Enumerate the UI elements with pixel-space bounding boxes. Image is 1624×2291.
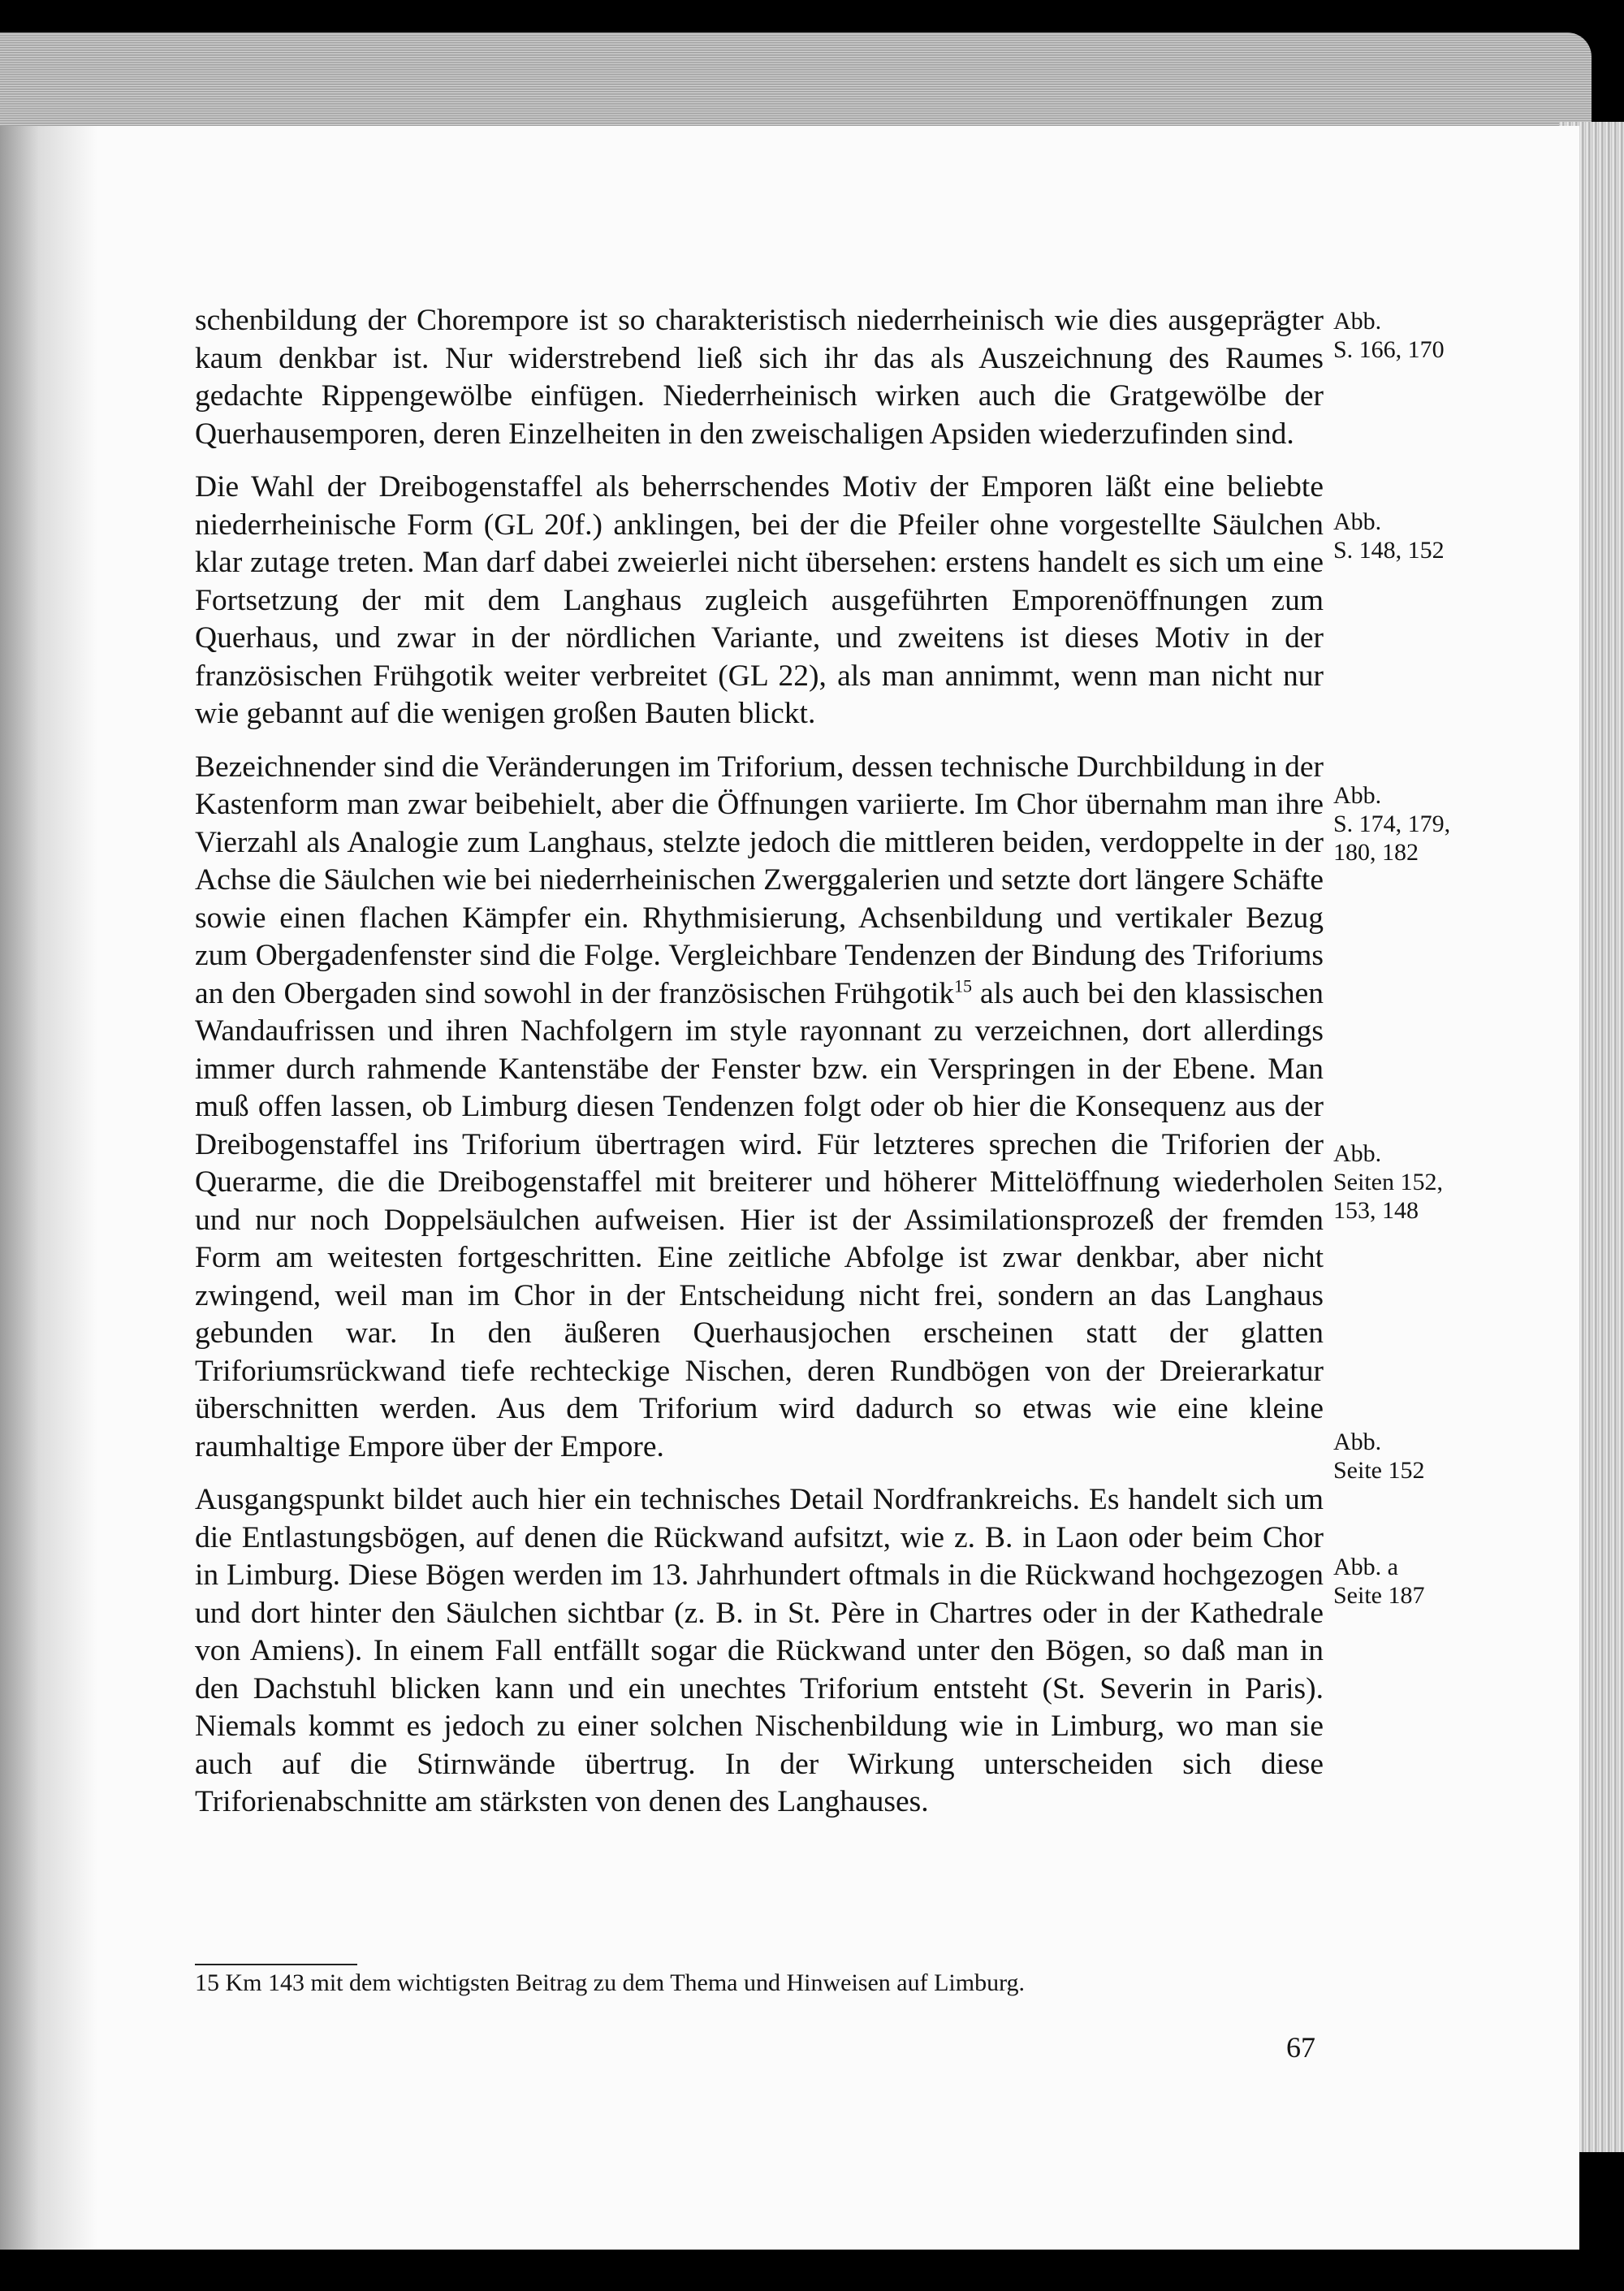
margin-note-3 [1333, 781, 1496, 867]
paragraph-2: Die Wahl der Dreibogenstaffel als beherrschendes Motiv der Emporen läßt eine beliebte niederrheinische Form (GL 20f.) anklingen, bei der die Pfeiler ohne vorgestellte Säulchen klar zutage treten. Man darf dabei zweierlei nicht übersehen: erstens handelt es sich um eine Fortsetzung der mit dem Langhaus zugleich ausgeführten Emporenöffnungen zum Querhaus, und zwar in der nördlichen Variante, und zweitens ist dieses Motiv in der französischen Frühgotik weiter verbreitet (GL 22), als man annimmt, wenn man nicht nur wie gebannt auf die wenigen großen Bauten blickt. [195, 470, 1324, 730]
margin-note-4 [1333, 1139, 1496, 1225]
page-number: 67 [1286, 2031, 1315, 2064]
margin-note-2 [1333, 508, 1496, 564]
paragraph-4: Ausgangspunkt bildet auch hier ein technisches Detail Nordfrankreichs. Es handelt sich um die Entlastungsbögen, auf denen die Rückwand aufsitzt, wie z. B. in Laon oder beim Chor in Limburg. Diese Bögen werden im 13. Jahrhundert oftmals in die Rückwand hochgezogen und dort hinter den Säulchen sichtbar (z. B. in St. Père in Chartres oder in der Kathedrale von Amiens). In einem Fall entfällt sogar die Rückwand unter den Bögen, so daß man in den Dachstuhl blicken kann und ein unechtes Triforium entsteht (St. Severin in Paris). Niemals kommt es jedoch zu einer solchen Nischenbildung wie in Limburg, wo man sie auch auf die Stirnwände übertrug. In der Wirkung unterscheiden sich diese Triforienabschnitte am stärksten von denen des Langhauses. [195, 1483, 1324, 1818]
margin-note-label: Abb. a [1333, 1554, 1398, 1580]
margin-note-label: Abb. [1333, 308, 1382, 335]
margin-note-pages: Seite 187 [1333, 1582, 1425, 1609]
main-text [195, 302, 1324, 1837]
margin-note-pages: S. 166, 170 [1333, 336, 1445, 363]
margin-note-label: Abb. [1333, 1140, 1382, 1167]
margin-note-label: Abb. [1333, 782, 1382, 809]
paragraph-1: schenbildung der Chorempore ist so charakteristisch niederrheinisch wie dies ausgeprägter kaum denkbar ist. Nur widerstrebend ließ sich ihr das als Auszeichnung des Raumes gedachte Rippengewölbe einfügen. Niederrheinisch wirken auch die Gratgewölbe der Querhausemporen, deren Einzelheiten in den zweischaligen Apsiden wiederzufinden sind. [195, 304, 1324, 451]
paragraph-3-body: in der Kastenform man zwar beibehielt, aber die Öffnungen variierte. Im Chor übernahm man ihre Vierzahl als Analogie zum Langhaus, stelzte jedoch die mittleren beiden, verdoppelte in der Achse die Säulchen wie bei niederrheinischen Zwerggalerien und setzte dort längere Schäfte sowie einen flachen Kämpfer ein. Rhythmisierung, Achsenbildung und vertikaler Bezug zum Obergadenfenster sind die Folge. Vergleichbare Tendenzen der Bindung des Triforiums an den Obergaden sind sowohl in der französischen Frühgotik [195, 750, 1324, 1010]
margin-note-6 [1333, 1553, 1496, 1610]
paragraph-3 [195, 749, 1324, 1467]
margin-note-pages-cont: 153, 148 [1333, 1197, 1419, 1224]
margin-note-5 [1333, 1428, 1496, 1485]
margin-note-label: Abb. [1333, 508, 1382, 535]
margin-note-label: Abb. [1333, 1429, 1382, 1455]
margin-note-pages: Seiten 152, [1333, 1169, 1443, 1195]
footnote-reference[interactable]: 15 [954, 975, 973, 996]
margin-note-pages: S. 174, 179, [1333, 810, 1451, 837]
footnote-rule [195, 1964, 357, 1965]
paragraph-3-lead: Bezeichnender sind die Veränderungen im Triforium, dessen technische Durchbildung [195, 750, 1246, 784]
margin-note-pages-cont: 180, 182 [1333, 839, 1419, 866]
gutter-shadow [0, 126, 97, 2250]
margin-note-1 [1333, 307, 1496, 364]
footnote: 15 Km 143 mit dem wichtigsten Beitrag zu dem Thema und Hinweisen auf Limburg. [195, 1969, 1026, 1996]
margin-note-pages: S. 148, 152 [1333, 537, 1445, 564]
paragraph-3-rest: als auch bei den klassischen Wandaufrissen und ihren Nachfolgern im style rayonnant zu verzeichnen, dort allerdings immer durch rahmende Kantenstäbe der Fenster bzw. ein Verspringen in der Ebene. Man muß offen lassen, ob Limburg diesen Tendenzen folgt oder ob hier die Konsequenz aus der Dreibogenstaffel ins Triforium übertragen wird. Für letzteres sprechen die Triforien der Querarme, die die Dreibogenstaffel mit breiterer und höherer Mittelöffnung wiederholen und nur noch Doppelsäulchen aufweisen. Hier ist der Assimilationsprozeß der fremden Form am weitesten fortgeschritten. Eine zeitliche Abfolge ist zwar denkbar, aber nicht zwingend, weil man im Chor in der Entscheidung nicht frei, sondern an das Langhaus gebunden war. In den äußeren Querhausjochen erscheinen statt der glatten Triforiumsrückwand tiefe rechteckige Nischen, deren Rundbögen von der Dreierarkatur überschnitten werden. Aus dem Triforium wird dadurch so etwas wie eine kleine raumhaltige Empore über der Empore. [195, 976, 1324, 1463]
margin-note-pages: Seite 152 [1333, 1457, 1425, 1484]
